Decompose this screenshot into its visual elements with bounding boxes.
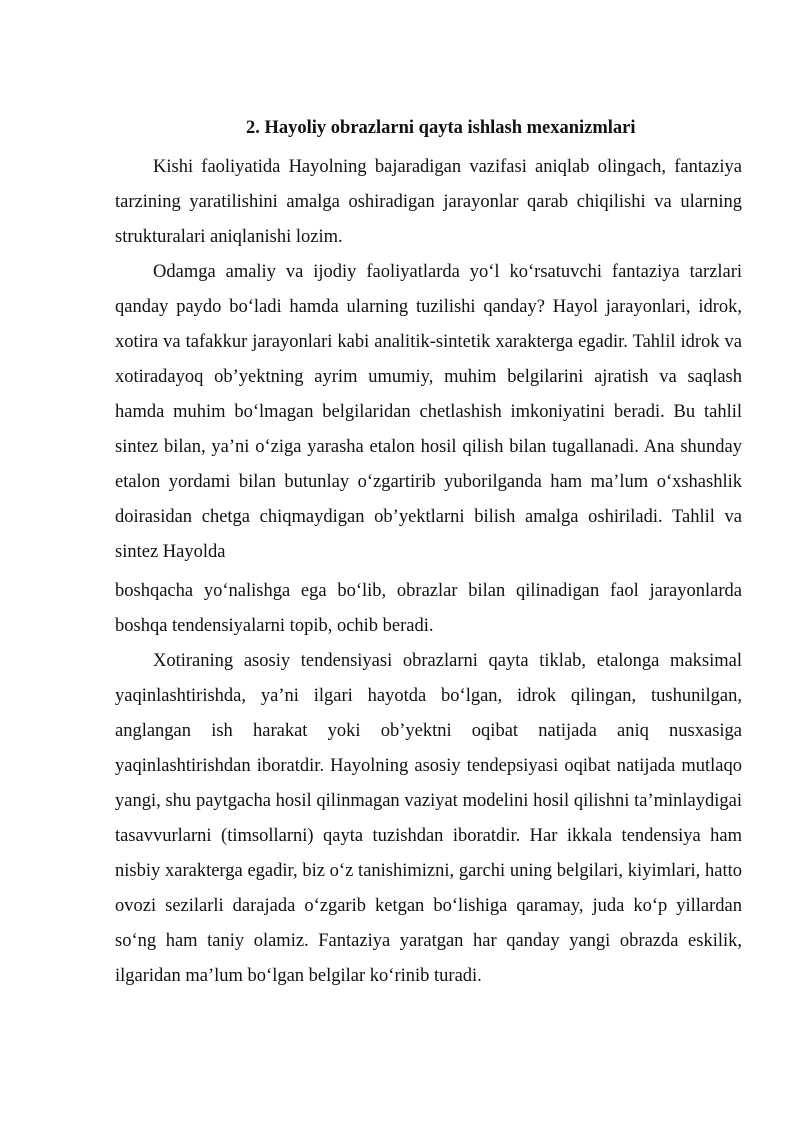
document-body [115, 150, 742, 994]
paragraph-3: boshqacha yo‘nalishga ega bo‘lib, obrazlar bilan qilinadigan faol jarayonlarda boshqa tendensiyalarni topib, ochib beradi. [115, 581, 742, 636]
paragraph-4: Xotiraning asosiy tendensiyasi obrazlarni qayta tiklab, etalonga maksimal yaqinlashtirishda, ya’ni ilgari hayotda bo‘lgan, idrok qilingan, tushunilgan, anglangan ish harakat yoki ob’yektni oqibat natijada aniq nusxasiga yaqinlashtirishdan iboratdir. Hayolning asosiy tendepsiyasi oqibat natijada mutlaqo yangi, shu paytgacha hosil qilinmagan vaziyat modelini hosil qilishni ta’minlaydigai tasavvurlarni (timsollarni) qayta tuzishdan iboratdir. Har ikkala tendensiya ham nisbiy xarakterga egadir, biz o‘z tanishimizni, garchi uning belgilari, kiyimlari, hatto ovozi sezilarli darajada o‘zgarib ketgan bo‘lishiga qaramay, juda ko‘p yillardan so‘ng ham taniy olamiz. Fantaziya yaratgan har qanday yangi obrazda eskilik, ilgaridan ma’lum bo‘lgan belgilar ko‘rinib turadi. [115, 651, 742, 986]
paragraph-1: Kishi faoliyatida Hayolning bajaradigan vazifasi aniqlab olingach, fantaziya tarzining yaratilishini amalga oshiradigan jarayonlar qarab chiqilishi va ularning strukturalari aniqlanishi lozim. [115, 157, 742, 247]
paragraph-2: Odamga amaliy va ijodiy faoliyatlarda yo‘l ko‘rsatuvchi fantaziya tarzlari qanday paydo bo‘ladi hamda ularning tuzilishi qanday? Hayol jarayonlari, idrok, xotira va tafakkur jarayonlari kabi analitik-sintetik xarakterga egadir. Tahlil idrok va xotiradayoq ob’yektning ayrim umumiy, muhim belgilarini ajratish va saqlash hamda muhim bo‘lmagan belgilaridan chetlashish imkoniyatini beradi. Bu tahlil sintez bilan, ya’ni o‘ziga yarasha etalon hosil qilish bilan tugallanadi. Ana shunday etalon yordami bilan butunlay o‘zgartirib yuborilganda ham ma’lum o‘xshashlik doirasidan chetga chiqmaydigan ob’yektlarni bilish amalga oshiriladi. Tahlil va sintez Hayolda [115, 262, 742, 562]
section-heading: 2. Hayoliy obrazlarni qayta ishlash mexanizmlari [246, 118, 636, 138]
